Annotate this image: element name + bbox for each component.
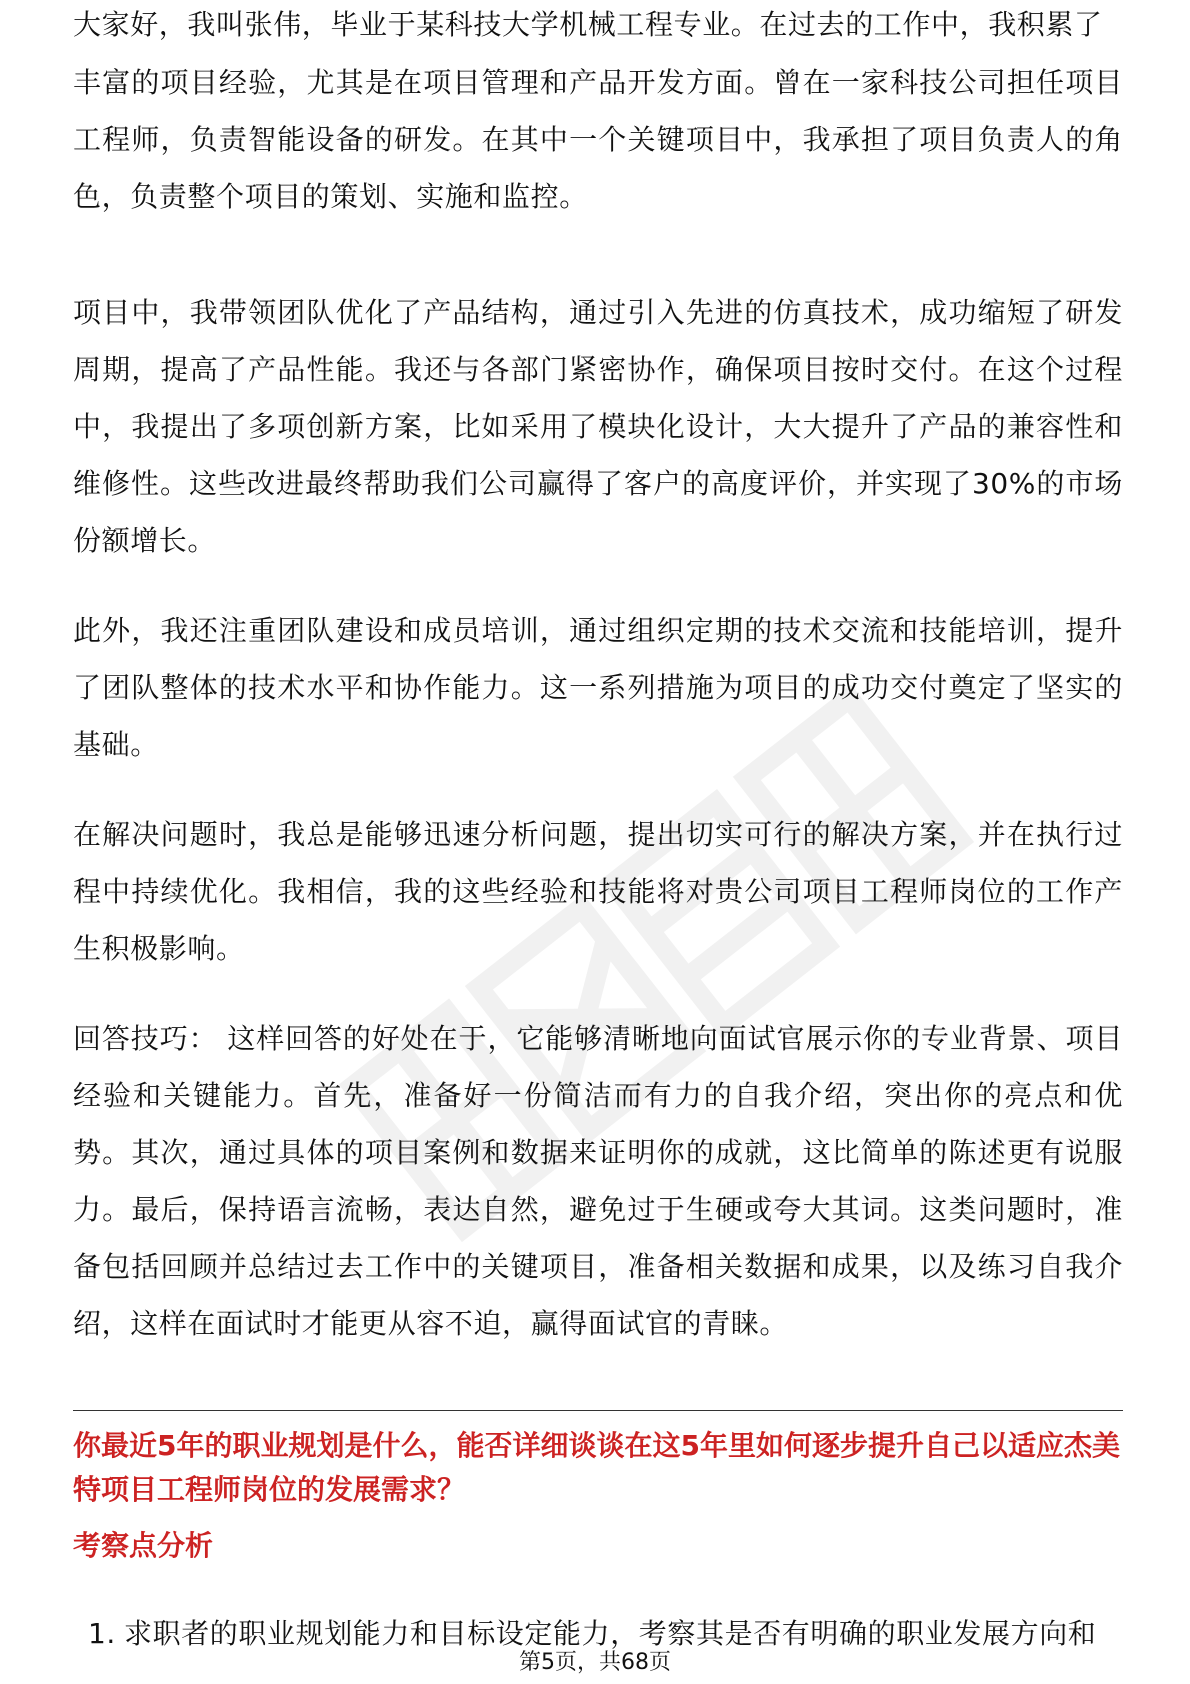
page-number-footer: 第5页，共68页: [519, 1650, 671, 1675]
paragraph-3: 此外，我还注重团队建设和成员培训，通过组织定期的技术交流和技能培训，提升了团队整体的技术水平和协作能力。这一系列措施为项目的成功交付奠定了坚实的基础。: [73, 614, 1123, 761]
section-divider: [73, 1410, 1123, 1411]
interview-question: 你最近5年的职业规划是什么，能否详细谈谈在这5年里如何逐步提升自己以适应杰美特项目工程师岗位的发展需求？: [73, 1429, 1120, 1506]
analysis-heading: 考察点分析: [73, 1529, 214, 1562]
paragraph-4: 在解决问题时，我总是能够迅速分析问题，提出切实可行的解决方案，并在执行过程中持续优化。我相信，我的这些经验和技能将对贵公司项目工程师岗位的工作产生积极影响。: [73, 818, 1123, 965]
list-item-number: 1.: [88, 1617, 116, 1650]
answer-tips-paragraph: 回答技巧： 这样回答的好处在于，它能够清晰地向面试官展示你的专业背景、项目经验和关键能力。首先，准备好一份简洁而有力的自我介绍，突出你的亮点和优势。其次，通过具体的项目案例和数据来证明你的成就，这比简单的陈述更有说服力。最后，保持语言流畅，表达自然，避免过于生硬或夸大其词。这类问题时，准备包括回顾并总结过去工作中的关键项目，准备相关数据和成果，以及练习自我介绍，这样在面试时才能更从容不迫，赢得面试官的青睐。: [73, 1022, 1123, 1340]
paragraph-1-clipped-line: 大家好，我叫张伟，毕业于某科技大学机械工程专业。在过去的工作中，我积累了: [73, 8, 1103, 41]
paragraph-2: 项目中，我带领团队优化了产品结构，通过引入先进的仿真技术，成功缩短了研发周期，提高了产品性能。我还与各部门紧密协作，确保项目按时交付。在这个过程中，我提出了多项创新方案，比如采用了模块化设计，大大提升了产品的兼容性和维修性。这些改进最终帮助我们公司赢得了客户的高度评价，并实现了30%的市场份额增长。: [73, 296, 1123, 557]
paragraph-1-text: 丰富的项目经验，尤其是在项目管理和产品开发方面。曾在一家科技公司担任项目工程师，负责智能设备的研发。在其中一个关键项目中，我承担了项目负责人的角色，负责整个项目的策划、实施和监控。: [73, 66, 1123, 213]
list-item-text: 求职者的职业规划能力和目标设定能力，考察其是否有明确的职业发展方向和: [124, 1617, 1097, 1650]
paragraph-1: [73, 8, 1123, 225]
